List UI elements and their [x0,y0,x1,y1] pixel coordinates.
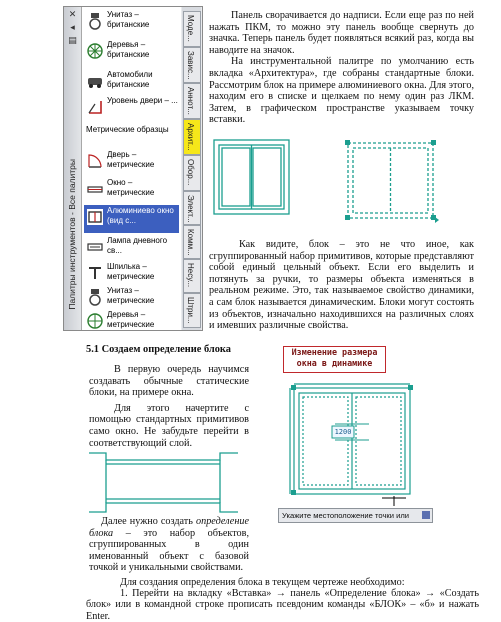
text-span: Далее нужно создать [101,516,197,527]
tab-structural[interactable]: Несу... [183,259,201,293]
palette-item-label: Шпилька – метрические [107,262,155,281]
palette-item-trees-british[interactable] [84,39,179,67]
bottom-text-block [86,577,479,622]
paragraph: Для этого начертите с помощью стандартных примитивов само окно. Не забудьте перейти в соответствующий слой. [89,402,249,449]
command-prompt-bar[interactable] [278,508,433,523]
term-italic: определение блока [89,516,249,539]
selected-window-block-diagram [344,139,439,223]
aluminium-window-icon [86,208,104,226]
tree-icon [86,312,104,330]
caption-line: окна в динамике [296,358,373,368]
palette-item-label: Окно – метрические [107,178,155,197]
properties-icon[interactable]: ▤ [68,36,77,46]
palette-item-trees-metric[interactable] [84,309,179,329]
stud-icon [86,264,104,282]
palette-item-door-level[interactable] [84,95,179,123]
palette-item-label: Алюминиево окно (вид с... [107,206,174,225]
tab-model[interactable]: Моде... [183,11,201,47]
palette-tabs [182,7,201,330]
palette-item-aluminium-window[interactable] [84,205,179,233]
palette-section-heading: Метрические образцы [86,125,169,134]
left-text-block [89,364,249,449]
pin-icon[interactable]: ◂ [70,23,75,33]
tab-hatches[interactable]: Штри... [183,293,201,328]
door-level-icon [86,98,104,116]
paragraph: Для создания определения блока в текущем чертеже необходимо: [120,577,405,588]
window-block-diagram [213,139,290,215]
palette-item-toilet-british[interactable] [84,9,179,37]
toilet-icon [86,12,104,30]
palette-item-label: Деревья – метрические [107,310,155,329]
window-icon [86,180,104,198]
palette-item-window-metric[interactable] [84,177,179,205]
toilet-icon [86,288,104,306]
paragraph: Как видите, блок – это не что иное, как сгруппированный набор примитивов, которые представляют собой единый цельный объект. Если его выделить и потянуть за ручки, то размеры объекта изменяться в реальном режиме. Это, так называемое свойство динамики, а сам блок называется динамическим. Блоки могут состоять из объектов, изначально находившихся на различных слоях и имевших различные свойства. [209,239,474,332]
palette-item-label: Унитаз – метрические [107,286,155,305]
tab-electrical[interactable]: Элект... [183,191,201,225]
palette-item-label: Автомобили британские [107,70,153,89]
block-definition-text [89,516,249,574]
section-heading: 5.1 Создаем определение блока [86,344,231,355]
paragraph: В первую очередь научимся создавать обычные статические блоки, на примере окна. [89,364,249,399]
palette-title: Палитры инструментов - Все палитры [67,159,77,310]
dropdown-icon[interactable] [422,511,430,519]
top-text-block [209,10,474,126]
tab-annotation[interactable]: Аннот... [183,83,201,119]
car-icon [86,72,104,90]
palette-item-label: Деревья – британские [107,40,150,59]
tab-equipment[interactable]: Обор... [183,155,201,191]
palette-item-label: Дверь – метрические [107,150,155,169]
tab-commands[interactable]: Комм... [183,225,201,259]
close-icon[interactable]: ✕ [68,10,77,20]
command-prompt-text: Укажите местоположение точки или [282,511,409,520]
tree-icon [86,42,104,60]
paragraph [89,516,249,574]
window-plan-drawing [88,450,240,516]
palette-item-label: Унитаз – британские [107,10,150,29]
caption-line: Изменение размера [291,347,378,357]
dynamic-block-figure [274,340,437,525]
paragraph: Панель сворачивается до надписи. Если еще раз по ней нажать ПКМ, то можно эту панель вообще свернуть до значка. Теперь панель будет появляться всякий раз, когда вы наводите на значок. [209,10,474,56]
dynamic-window-drawing [274,340,437,506]
lamp-icon [86,238,104,256]
tab-architecture[interactable]: Архит... [183,119,201,155]
palette-item-fluorescent-lamp[interactable] [84,235,179,263]
palette-item-door-metric[interactable] [84,149,179,177]
paragraph: На инструментальной палитре по умолчанию есть вкладка «Архитектура», где собраны стандартные блоки. Рассмотрим блок на примере алюминиевого окна. Для этого, находим его в списке и щелкаем по нему один раз ЛКМ. Затем, в графическом пространстве указываем точку вставки. [209,56,474,126]
palette-item-label: Уровень двери – ... [107,96,178,105]
palette-item-cars-british[interactable] [84,69,179,97]
palette-body [82,7,181,330]
tool-palette-screenshot [63,6,203,331]
text-span: – это набор объектов, сгруппированных в один именованный объект с базовой точкой и уникальными свойствами. [89,527,249,574]
mid-text-block [209,239,474,332]
dimension-value[interactable]: 1200 [334,428,352,436]
door-icon [86,152,104,170]
tab-constraints[interactable]: Завис... [183,47,201,83]
palette-item-label: Лампа дневного св... [107,236,168,255]
palette-titlebar[interactable] [64,7,82,330]
paragraph: 1. Перейти на вкладку «Вставка» → панель «Определение блока» → «Создать блок» или в командной строке прописать псевдоним команды «БЛОК» – «б» и нажать Enter. [86,588,479,622]
